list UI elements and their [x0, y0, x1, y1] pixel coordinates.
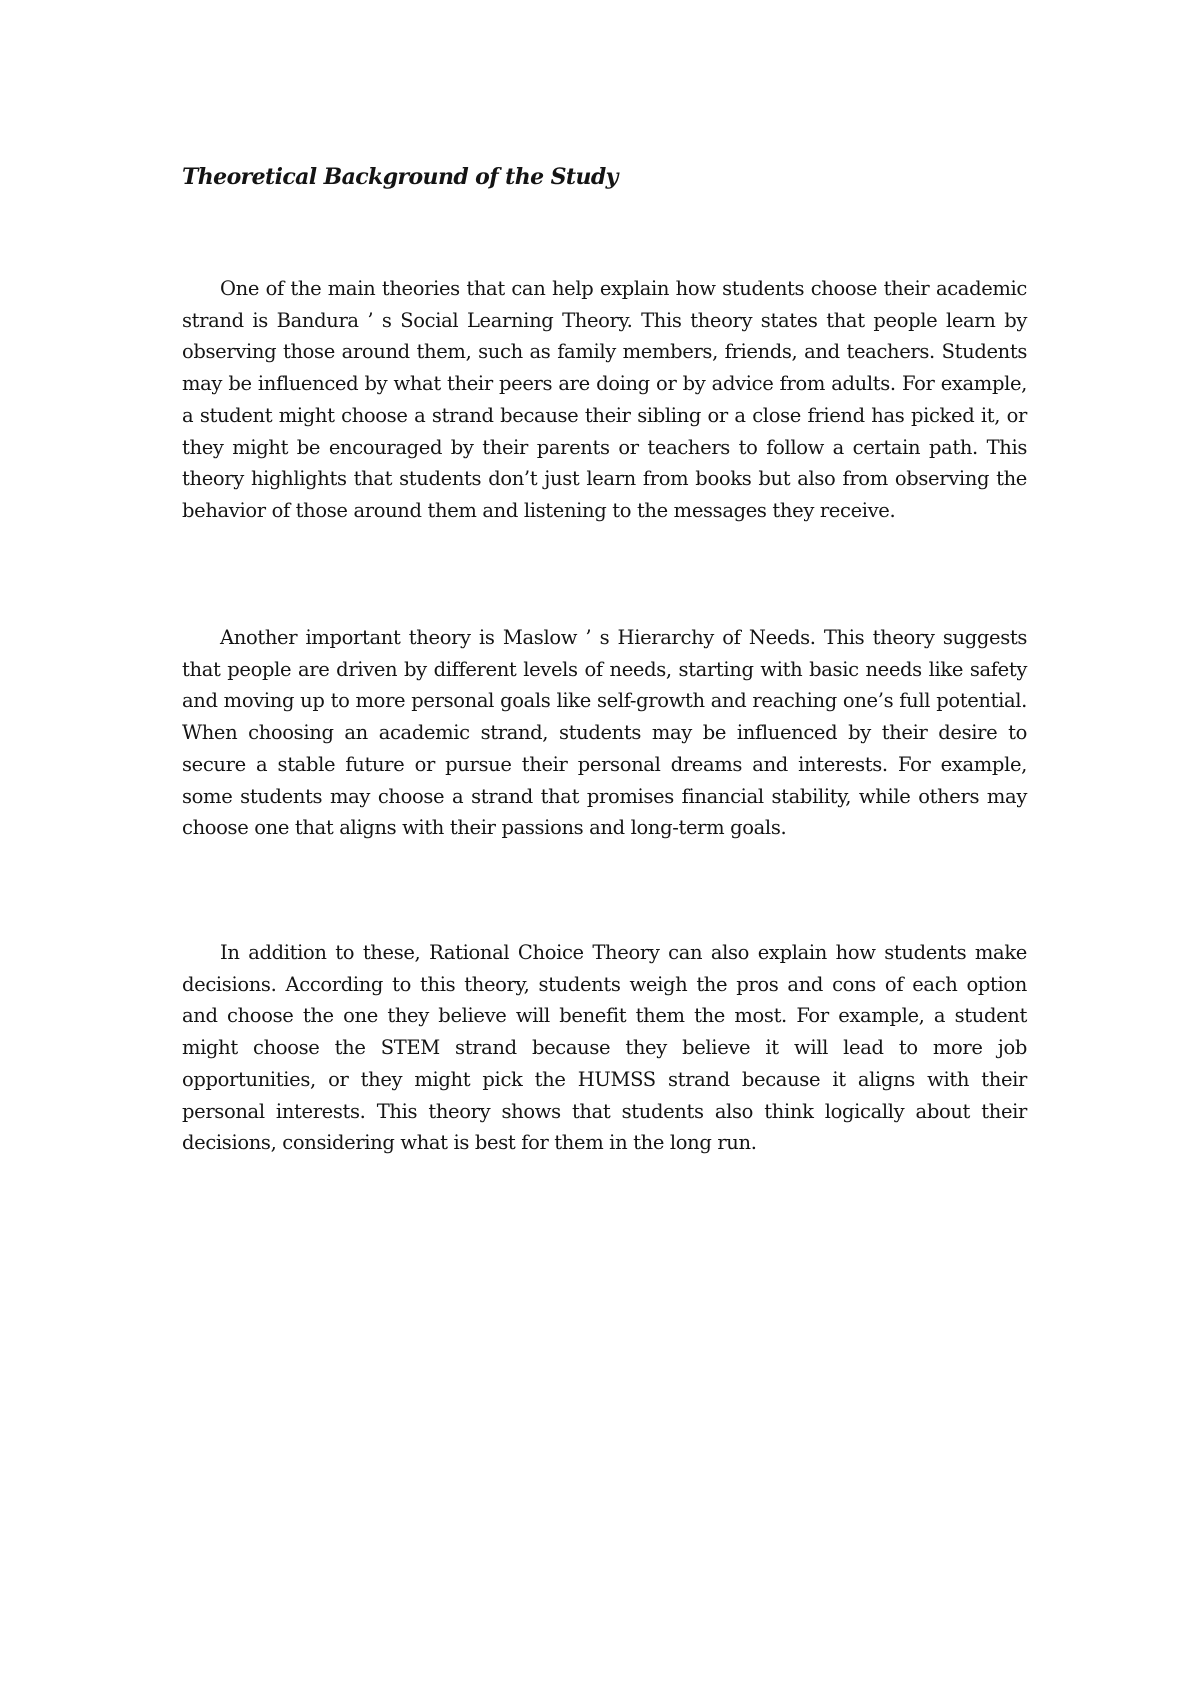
paragraph-rational-choice-theory: In addition to these, Rational Choice Theory can also explain how students make decisions. According to this theory, students weigh the pros and cons of each option and choose the one they believe will benefit them the most. For example, a student might choose the STEM strand because they believe it will lead to more job opportunities, or they might pick the HUMSS strand because it aligns with their personal interests. This theory shows that students also think logically about their decisions, considering what is best for them in the long run. [182, 941, 1027, 1155]
section-heading: Theoretical Background of the Study [182, 164, 618, 190]
paragraph-social-learning-theory: One of the main theories that can help explain how students choose their academic strand is Bandura ’ s Social Learning Theory. This theory states that people learn by observing those around them, such as family members, friends, and teachers. Students may be influenced by what their peers are doing or by advice from adults. For example, a student might choose a strand because their sibling or a close friend has picked it, or they might be encouraged by their parents or teachers to follow a certain path. This theory highlights that students don’t just learn from books but also from observing the behavior of those around them and listening to the messages they receive. [182, 277, 1027, 522]
paragraph-hierarchy-of-needs: Another important theory is Maslow ’ s Hierarchy of Needs. This theory suggests that people are driven by different levels of needs, starting with basic needs like safety and moving up to more personal goals like self-growth and reaching one’s full potential. When choosing an academic strand, students may be influenced by their desire to secure a stable future or pursue their personal dreams and interests. For example, some students may choose a strand that promises financial stability, while others may choose one that aligns with their passions and long-term goals. [182, 626, 1027, 840]
